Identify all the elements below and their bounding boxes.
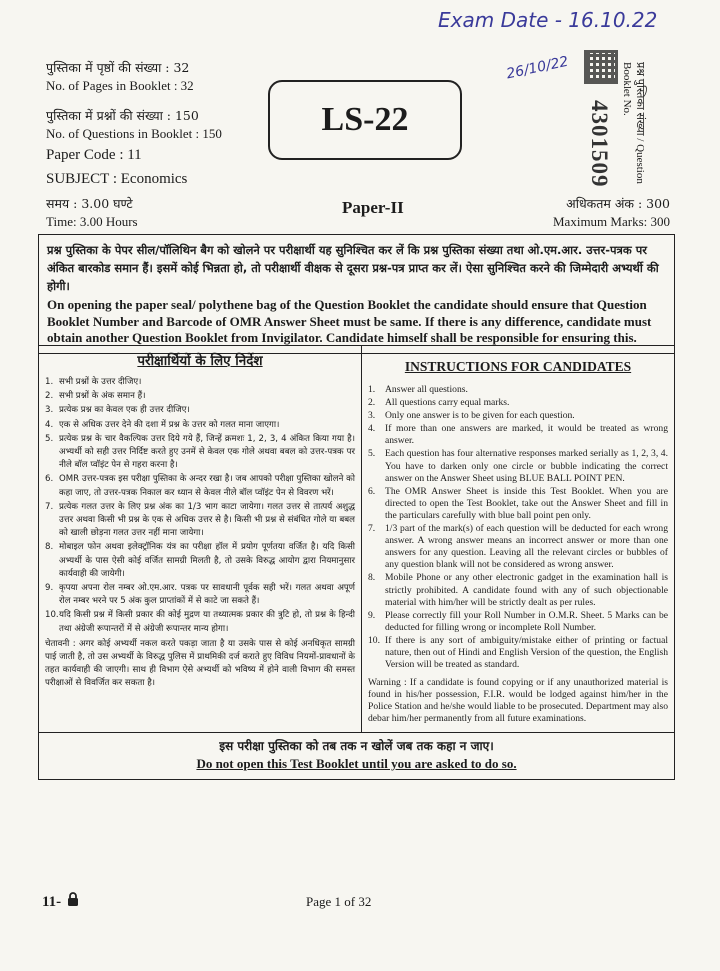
handwritten-initials: 26/10/22 [505, 53, 570, 83]
item-text: सभी प्रश्नों के अंक समान हैं। [59, 391, 146, 402]
warning-english: Warning : If a candidate is found copying or if any unauthorized material is found in his/her possession, F.I.R. would be lodged against him/her in the Police Station and he/she would liable to be prosecuted. Department may also debar him/her permanently from all future examinations. [368, 677, 668, 725]
item-text: 1/3 part of the mark(s) of each question will be deducted for each wrong answer. A wrong answer means an incorrect answer or more than one answers for any question. Leaving all the relevant circles or bubbles of any question blank will not be considered as wrong answer. [385, 523, 668, 571]
instructions-english-title: INSTRUCTIONS FOR CANDIDATES [404, 359, 632, 374]
instruction-en-item [368, 486, 668, 522]
instruction-hi-item [45, 390, 355, 403]
do-not-open-box [38, 733, 675, 780]
item-text: The OMR Answer Sheet is inside this Test Booklet. When you are directed to open the Test Booklet, take out the Answer Sheet and fill in the particulars carefully with blue ball point pen only. [385, 485, 668, 521]
item-number: 8. [45, 542, 54, 553]
item-number: 3. [368, 410, 376, 422]
item-text: Mobile Phone or any other electronic gadget in the examination hall is strictly prohibited. A candidate found with any of such objectionable material with him/her will be strictly dealt as per rules. [385, 572, 668, 608]
questions-count-hi: पुस्तिका में प्रश्नों की संख्या : 150 [46, 108, 199, 123]
footer-left [42, 892, 79, 912]
item-number: 7. [45, 501, 54, 512]
item-number: 5. [45, 433, 54, 444]
booklet-no-label: प्रश्न पुस्तिका संख्या / Question Booklet No. [621, 62, 646, 184]
item-number: 5. [368, 448, 376, 460]
item-text: OMR उत्तर-पत्रक इस परीक्षा पुस्तिका के अन्दर रखा है। जब आपको परीक्षा पुस्तिका खोलने को कहा जाए, तो उत्तर-पत्रक निकाल कर ध्यान से केवल नीले बॉल प्वॉइंट पेन से विवरण भरें। [59, 474, 355, 498]
time-info [46, 196, 138, 230]
header-info [46, 60, 222, 188]
item-text: यदि किसी प्रश्न में किसी प्रकार की कोई मुद्रण या तथ्यात्मक प्रकार की त्रुटि हो, तो प्रश्न के हिन्दी तथा अंग्रेजी रूपान्तरों में से अंग्रेजी रूपान्तर मान्य होगा। [59, 610, 355, 634]
marks-en: Maximum Marks: 300 [553, 214, 670, 229]
item-text: मोबाइल फोन अथवा इलेक्ट्रॉनिक यंत्र का परीक्षा हॉल में प्रयोग पूर्णतया वर्जित है। यदि किसी अभ्यर्थी के पास ऐसी कोई वर्जित सामग्री मिलती है, तो उसके विरुद्ध आयोग द्वारा नियमानुसार कार्यवाही की जायेगी। [59, 542, 355, 579]
item-text: प्रत्येक गलत उत्तर के लिए प्रश्न अंक का 1/3 भाग काटा जायेगा। गलत उत्तर से तात्पर्य अशुद्ध उत्तर अथवा किसी भी प्रश्न के एक से अधिक उत्तर से है। किसी भी प्रश्न से संबंधित गोले या बबल को खाली छोड़ना गलत उत्तर नहीं माना जायेगा। [59, 501, 355, 539]
instruction-hi-item [45, 376, 355, 389]
item-text: All questions carry equal marks. [385, 397, 510, 409]
padlock-icon [67, 892, 79, 912]
item-text: If more than one answers are marked, it would be treated as wrong answer. [385, 423, 668, 447]
time-en: Time: 3.00 Hours [46, 214, 138, 229]
do-not-open-hi: इस परीक्षा पुस्तिका को तब तक न खोलें जब तक कहा न जाए। [219, 738, 494, 753]
page-number: Page 1 of 32 [306, 894, 372, 909]
do-not-open-en: Do not open this Test Booklet until you are asked to do so. [196, 755, 517, 771]
notice-en: On opening the paper seal/ polythene bag of the Question Booklet the candidate should ensure that Question Booklet Number and Barcode of OMR Answer Sheet must be same. If there is any difference, candidate must obtain another Question Booklet from Invigilator. Candidate himself shall be responsible for ensuring this. [47, 297, 652, 345]
instruction-en-item [368, 448, 668, 484]
handwritten-exam-date: Exam Date - 16.10.22 [438, 8, 658, 32]
warning-hindi: चेतावनी : अगर कोई अभ्यर्थी नकल करते पकड़ा जाता है या उसके पास से कोई अनधिकृत सामग्री पाई जाती है, तो उस अभ्यर्थी के विरुद्ध पुलिस में प्राथमिकी दर्ज कराते हुए विविध नियमों-प्रावधानों के तहत कार्यवाही की जाएगी। साथ ही विभाग ऐसे अभ्यर्थी को भविष्य में होने वाली विभाग की समस्त परीक्षाओं से विवर्जित कर सकता है। [45, 638, 355, 689]
item-text: If there is any sort of ambiguity/mistake either of printing or factual nature, then out of Hindi and English Version of the question, the English Version will be treated as standard. [385, 634, 668, 671]
item-number: 8. [368, 572, 376, 584]
item-text: Answer all questions. [385, 384, 468, 395]
item-number: 10. [45, 610, 59, 621]
instruction-en-item [368, 523, 668, 571]
item-text: प्रत्येक प्रश्न के चार वैकल्पिक उत्तर दिये गये हैं, जिन्हें क्रमशः 1, 2, 3, 4 अंकित किया गया है। अभ्यर्थी को सही उत्तर निर्दिष्ट करते हुए उनमें से केवल एक गोले अथवा बबल को उत्तर-पत्रक पर नीले बॉल प्वॉइंट पेन से गहरा करना है। [59, 433, 355, 471]
instructions-hindi-title: परीक्षार्थियों के लिए निर्देश [137, 353, 263, 369]
item-number: 4. [368, 423, 376, 435]
questions-count-en: No. of Questions in Booklet : 150 [46, 126, 222, 141]
item-number: 10. [368, 634, 380, 646]
booklet-code: LS-22 [321, 101, 409, 138]
instruction-en-item [368, 397, 668, 409]
item-number: 3. [45, 405, 54, 416]
instruction-hi-item [45, 419, 355, 432]
instruction-en-item [368, 410, 668, 422]
item-number: 1. [45, 377, 54, 387]
instruction-hi-item [45, 404, 355, 417]
item-number: 6. [45, 474, 54, 485]
instruction-en-item [368, 572, 668, 608]
item-text: Only one answer is to be given for each question. [385, 410, 575, 422]
pages-count-hi: पुस्तिका में पृष्ठों की संख्या : 32 [46, 60, 190, 75]
item-text: Each question has four alternative responses marked serially as 1, 2, 3, 4. You have to darken only one circle or bubble indicating the correct answer on the Answer Sheet using BLUE BALL POINT PEN. [385, 448, 668, 484]
instruction-hi-item [45, 541, 355, 581]
marks-info [540, 196, 670, 230]
qr-code-icon [584, 50, 618, 84]
item-text: एक से अधिक उत्तर देने की दशा में प्रश्न के उत्तर को गलत माना जाएगा। [59, 419, 280, 430]
pages-count-en: No. of Pages in Booklet : 32 [46, 78, 194, 93]
item-number: 2. [45, 391, 54, 402]
instruction-en-item [368, 635, 668, 671]
time-hi: समय : 3.00 घण्टे [46, 196, 133, 211]
item-text: कृपया अपना रोल नम्बर ओ.एम.आर. पत्रक पर सावधानी पूर्वक सही भरें। गलत अथवा अपूर्ण रोल नम्बर भरने पर 5 अंक कुल प्राप्तांकों में से काटे जा सकते हैं। [59, 583, 355, 607]
booklet-code-box [268, 80, 462, 160]
instruction-en-item [368, 384, 668, 396]
instruction-en-item [368, 610, 668, 634]
instruction-hi-item [45, 473, 355, 499]
instruction-hi-item [45, 501, 355, 541]
item-number: 9. [45, 583, 54, 594]
item-number: 2. [368, 397, 376, 409]
subject: SUBJECT : Economics [46, 171, 188, 187]
instruction-hi-item [45, 433, 355, 473]
instruction-hi-item [45, 609, 355, 635]
paper-label: Paper-II [342, 198, 404, 217]
item-number: 6. [368, 485, 376, 497]
instruction-en-item [368, 423, 668, 447]
item-number: 7. [368, 523, 376, 535]
instruction-hi-item [45, 582, 355, 608]
notice-box [38, 234, 675, 354]
instructions-english [362, 346, 674, 732]
item-text: Please correctly fill your Roll Number in O.M.R. Sheet. 5 Marks can be deducted for filling wrong or incomplete Roll Number. [385, 609, 668, 633]
item-number: 9. [368, 609, 376, 621]
item-text: सभी प्रश्नों के उत्तर दीजिए। [59, 377, 142, 387]
instructions-hindi [39, 346, 362, 732]
booklet-number: 4301509 [587, 100, 612, 188]
item-text: प्रत्येक प्रश्न का केवल एक ही उत्तर दीजिए। [59, 405, 190, 416]
item-number: 1. [368, 384, 376, 395]
item-number: 4. [45, 419, 54, 430]
paper-code: Paper Code : 11 [46, 147, 142, 163]
notice-hi: प्रश्न पुस्तिका के पेपर सील/पॉलिथिन बैग को खोलने पर परीक्षार्थी यह सुनिश्चित कर लें कि प्रश्न पुस्तिका संख्या तथा ओ.एम.आर. उत्तर-पत्रक पर अंकित बारकोड समान हैं। इसमें कोई भिन्नता हो, तो परीक्षार्थी वीक्षक से दूसरा प्रश्न-पत्र प्राप्त कर लें। ऐसा सुनिश्चित करने की जिम्मेदारी अभ्यर्थी की होगी। [47, 243, 659, 293]
footer-code: 11- [42, 893, 62, 910]
marks-hi: अधिकतम अंक : 300 [566, 196, 670, 211]
instructions-section [38, 345, 675, 780]
